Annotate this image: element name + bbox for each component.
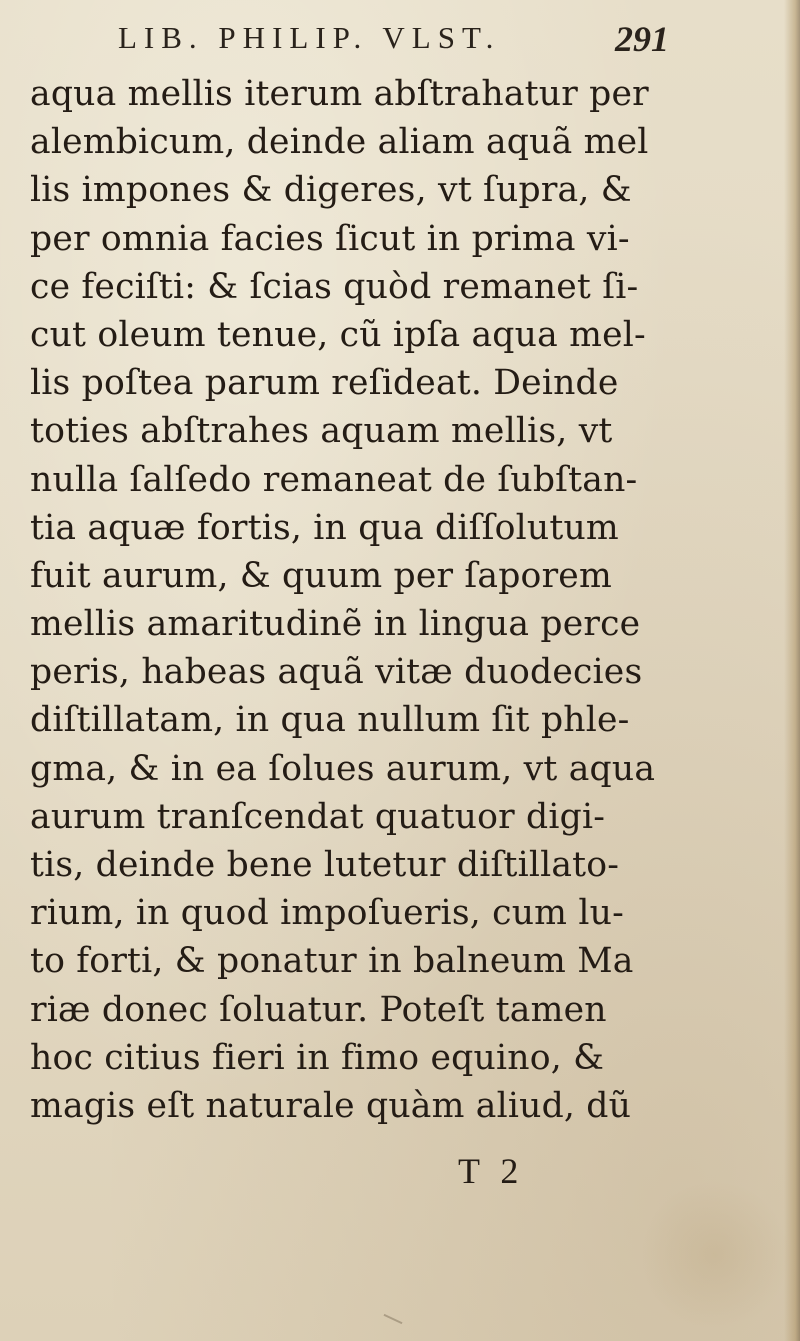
text-line: hoc citius fieri in fimo equino, &	[30, 1037, 605, 1078]
text-line: aurum tranſcendat quatuor digi-	[30, 796, 606, 837]
signature-mark: T 2	[458, 1151, 525, 1191]
text-line: ce feciſti: & ſcias quòd remanet ſi-	[30, 266, 639, 307]
page-number: 291	[615, 19, 669, 59]
text-line: aqua mellis iterum abſtrahatur per	[30, 74, 649, 114]
paper-stain	[640, 1180, 790, 1330]
text-line: lis impones & digeres, vt ſupra, &	[30, 170, 632, 211]
text-line: diſtillatam, in qua nullum ſit phle-	[30, 700, 630, 741]
text-line: tis, deinde bene lutetur diſtillato-	[30, 845, 620, 885]
text-line: magis eſt naturale quàm aliud, dũ	[30, 1085, 632, 1126]
signature-row	[0, 1150, 800, 1200]
page-edge-shadow	[784, 0, 800, 1341]
text-line: alembicum, deinde aliam aquã mel	[30, 122, 649, 163]
text-line: peris, habeas aquã vitæ duodecies	[30, 652, 643, 693]
text-line: toties abſtrahes aquam mellis, vt	[30, 411, 613, 452]
body-text	[30, 70, 670, 1130]
text-line: rium, in quod impoſueris, cum lu-	[30, 893, 624, 934]
text-line: to forti, & ponatur in balneum Ma	[30, 941, 634, 982]
text-line: mellis amaritudinẽ in lingua perce	[30, 604, 641, 645]
text-line: gma, & in ea ſolues aurum, vt aqua	[30, 748, 656, 789]
text-line: nulla ſalſedo remaneat de ſubſtan-	[30, 459, 638, 500]
text-line: per omnia facies ſicut in prima vi-	[30, 218, 630, 259]
text-line: cut oleum tenue, cũ ipſa aqua mel-	[30, 314, 646, 355]
running-head-title: LIB. PHILIP. VLST.	[118, 20, 501, 55]
text-line: tia aquæ fortis, in qua diſſolutum	[30, 507, 619, 548]
running-head	[0, 14, 800, 62]
text-line: lis poſtea parum reſideat. Deinde	[30, 363, 619, 404]
paper-mark	[384, 1314, 403, 1324]
text-line: fuit aurum, & quum per ſaporem	[30, 555, 612, 596]
text-line: riæ donec ſoluatur. Poteſt tamen	[30, 989, 607, 1030]
